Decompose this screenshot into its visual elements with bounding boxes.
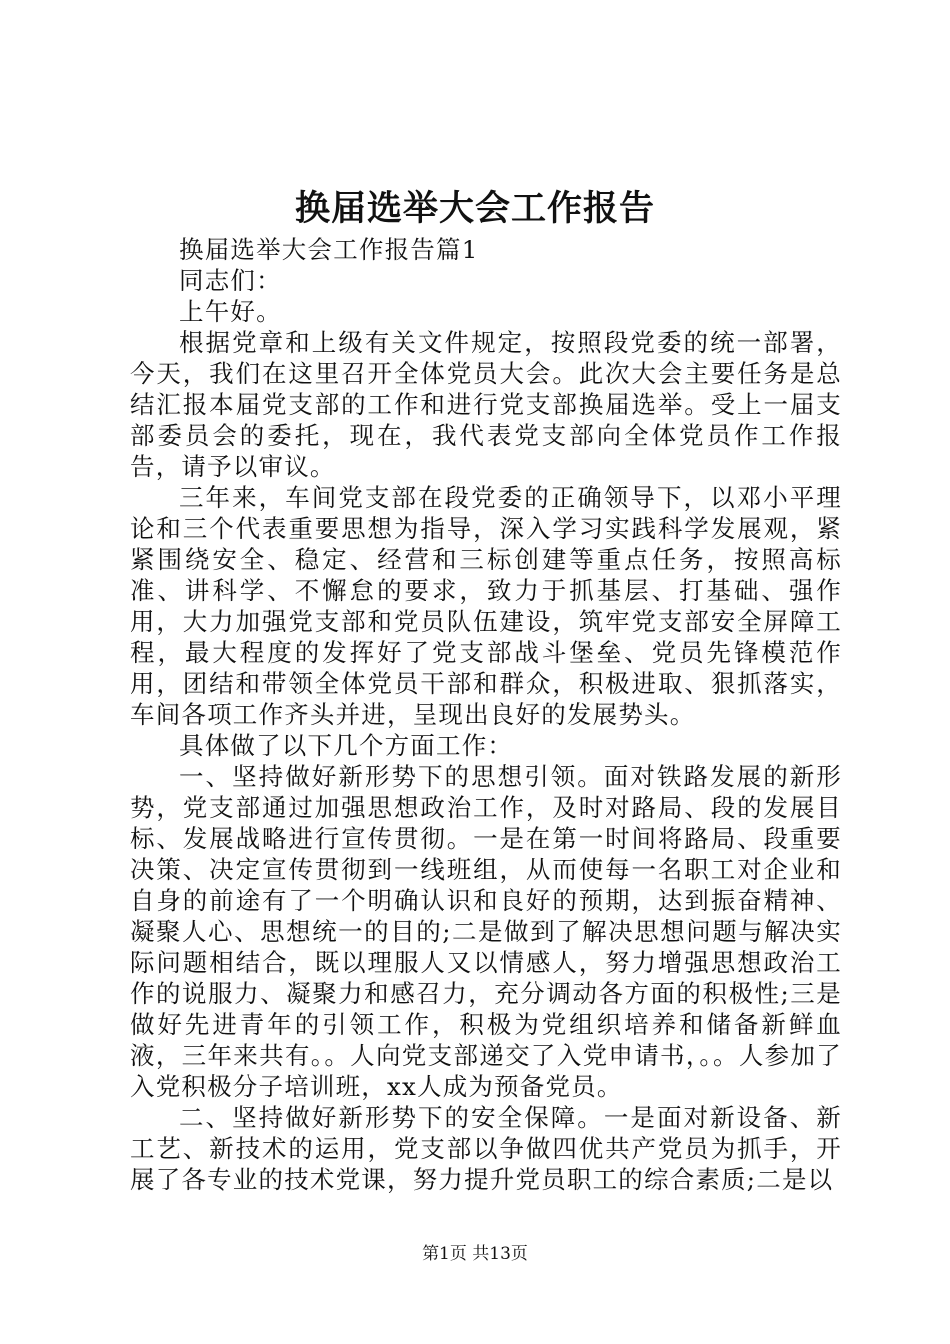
body-paragraph: 三年来，车间党支部在段党委的正确领导下，以邓小平理论和三个代表重要思想为指导，深入学习实践科学发展观，紧紧围绕安全、稳定、经营和三标创建等重点任务，按照高标准、讲科学、不懈怠的要求，致力于抓基层、打基础、强作用，大力加强党支部和党员队伍建设，筑牢党支部安全屏障工程，最大程度的发挥好了党支部战斗堡垒、党员先锋模范作用，团结和带领全体党员干部和群众，积极进取、狠抓落实，车间各项工作齐头并进，呈现出良好的发展势头。 <box>130 483 842 729</box>
salutation-paragraph: 同志们： <box>179 266 282 295</box>
greeting-paragraph: 上午好。 <box>179 297 282 326</box>
page-number: 第1页 共13页 <box>422 1244 528 1264</box>
document-body <box>130 234 842 1195</box>
page-title: 换届选举大会工作报告 <box>294 188 655 229</box>
subtitle-paragraph: 换届选举大会工作报告篇1 <box>179 235 479 264</box>
body-paragraph: 二、坚持做好新形势下的安全保障。一是面对新设备、新工艺、新技术的运用，党支部以争做四优共产党员为抓手，开展了各专业的技术党课，努力提升党员职工的综合素质;二是以 <box>130 1103 842 1194</box>
body-paragraph: 一、坚持做好新形势下的思想引领。面对铁路发展的新形势，党支部通过加强思想政治工作，及时对路局、段的发展目标、发展战略进行宣传贯彻。一是在第一时间将路局、段重要决策、决定宣传贯彻到一线班组，从而使每一名职工对企业和自身的前途有了一个明确认识和良好的预期，达到振奋精神、凝聚人心、思想统一的目的;二是做到了解决思想问题与解决实际问题相结合，既以理服人又以情感人，努力增强思想政治工作的说服力、凝聚力和感召力，充分调动各方面的积极性;三是做好先进青年的引领工作，积极为党组织培养和储备新鲜血液，三年来共有。。人向党支部递交了入党申请书，。。人参加了入党积极分子培训班，xx人成为预备党员。 <box>130 762 842 1101</box>
body-paragraph: 具体做了以下几个方面工作： <box>179 731 514 760</box>
body-paragraph: 根据党章和上级有关文件规定，按照段党委的统一部署，今天，我们在这里召开全体党员大会。此次大会主要任务是总结汇报本届党支部的工作和进行党支部换届选举。受上一届支部委员会的委托，现在，我代表党支部向全体党员作工作报告，请予以审议。 <box>130 328 842 481</box>
